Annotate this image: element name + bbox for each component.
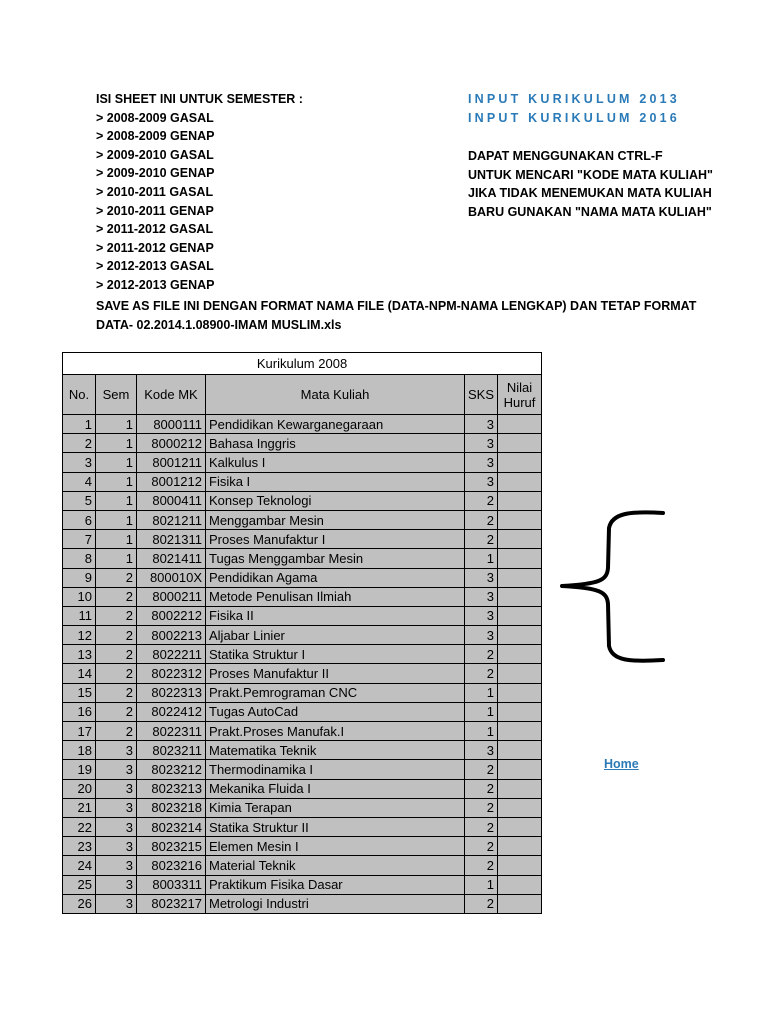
- cell-no: 24: [63, 856, 96, 875]
- table-row: [63, 702, 542, 721]
- cell-sem: 1: [96, 549, 137, 568]
- cell-sks: 2: [465, 837, 498, 856]
- cell-kode-mk: 8022312: [137, 664, 206, 683]
- table-row: [63, 664, 542, 683]
- cell-mata-kuliah: Metode Penulisan Ilmiah: [206, 587, 465, 606]
- cell-mata-kuliah: Elemen Mesin I: [206, 837, 465, 856]
- cell-sks: 2: [465, 510, 498, 529]
- semester-item: > 2012-2013 GENAP: [96, 277, 215, 292]
- table-row: [63, 760, 542, 779]
- cell-kode-mk: 8000212: [137, 434, 206, 453]
- cell-no: 15: [63, 683, 96, 702]
- cell-sks: 1: [465, 702, 498, 721]
- cell-no: 5: [63, 491, 96, 510]
- note-line: UNTUK MENCARI "KODE MATA KULIAH": [468, 167, 713, 182]
- cell-sem: 2: [96, 683, 137, 702]
- table-row: [63, 779, 542, 798]
- cell-mata-kuliah: Prakt.Pemrograman CNC: [206, 683, 465, 702]
- cell-no: 18: [63, 741, 96, 760]
- cell-kode-mk: 8021211: [137, 510, 206, 529]
- cell-sks: 3: [465, 415, 498, 434]
- table-row: [63, 798, 542, 817]
- cell-mata-kuliah: Tugas Menggambar Mesin: [206, 549, 465, 568]
- cell-sem: 1: [96, 415, 137, 434]
- input-links: [468, 90, 680, 127]
- semester-item: > 2009-2010 GASAL: [96, 147, 214, 162]
- cell-sem: 3: [96, 837, 137, 856]
- cell-sks: 2: [465, 760, 498, 779]
- cell-sks: 3: [465, 606, 498, 625]
- cell-sks: 2: [465, 664, 498, 683]
- cell-mata-kuliah: Thermodinamika I: [206, 760, 465, 779]
- cell-sks: 3: [465, 741, 498, 760]
- cell-sks: 1: [465, 875, 498, 894]
- semester-item: > 2010-2011 GENAP: [96, 203, 214, 218]
- cell-kode-mk: 8022313: [137, 683, 206, 702]
- cell-sem: 2: [96, 587, 137, 606]
- cell-sks: 1: [465, 549, 498, 568]
- cell-kode-mk: 8000211: [137, 587, 206, 606]
- cell-mata-kuliah: Pendidikan Kewarganegaraan: [206, 415, 465, 434]
- cell-mata-kuliah: Praktikum Fisika Dasar: [206, 875, 465, 894]
- table-row: [63, 587, 542, 606]
- cell-nilai-huruf-input[interactable]: [498, 510, 542, 529]
- table-row: [63, 568, 542, 587]
- cell-sem: 3: [96, 741, 137, 760]
- cell-kode-mk: 8001211: [137, 453, 206, 472]
- cell-no: 7: [63, 530, 96, 549]
- cell-nilai-huruf-input[interactable]: [498, 664, 542, 683]
- cell-sks: 2: [465, 798, 498, 817]
- cell-nilai-huruf-input[interactable]: [498, 645, 542, 664]
- cell-no: 22: [63, 817, 96, 836]
- table-row: [63, 894, 542, 913]
- cell-kode-mk: 8000111: [137, 415, 206, 434]
- cell-mata-kuliah: Tugas AutoCad: [206, 702, 465, 721]
- semester-item: > 2011-2012 GENAP: [96, 240, 214, 255]
- cell-sem: 1: [96, 472, 137, 491]
- cell-nilai-huruf-input[interactable]: [498, 798, 542, 817]
- semester-item: > 2008-2009 GASAL: [96, 110, 214, 125]
- cell-sem: 1: [96, 530, 137, 549]
- cell-no: 20: [63, 779, 96, 798]
- cell-nilai-huruf-input[interactable]: [498, 415, 542, 434]
- cell-mata-kuliah: Fisika I: [206, 472, 465, 491]
- cell-no: 23: [63, 837, 96, 856]
- cell-mata-kuliah: Statika Struktur II: [206, 817, 465, 836]
- cell-no: 13: [63, 645, 96, 664]
- cell-sks: 3: [465, 568, 498, 587]
- cell-sem: 2: [96, 664, 137, 683]
- cell-sem: 3: [96, 798, 137, 817]
- table-body: [63, 415, 542, 914]
- cell-mata-kuliah: Material Teknik: [206, 856, 465, 875]
- table-row: [63, 415, 542, 434]
- cell-nilai-huruf-input[interactable]: [498, 453, 542, 472]
- cell-mata-kuliah: Proses Manufaktur I: [206, 530, 465, 549]
- note-line: DAPAT MENGGUNAKAN CTRL-F: [468, 149, 663, 163]
- cell-sem: 3: [96, 875, 137, 894]
- header-nilai: Nilai: [506, 379, 533, 395]
- cell-sem: 1: [96, 453, 137, 472]
- cell-sem: 3: [96, 760, 137, 779]
- semester-item: > 2010-2011 GASAL: [96, 184, 214, 199]
- cell-kode-mk: 8022211: [137, 645, 206, 664]
- cell-mata-kuliah: Pendidikan Agama: [206, 568, 465, 587]
- cell-sem: 3: [96, 894, 137, 913]
- table-row: [63, 856, 542, 875]
- cell-nilai-huruf-input[interactable]: [498, 702, 542, 721]
- semester-list: [96, 109, 303, 295]
- cell-sks: 2: [465, 817, 498, 836]
- save-line-1: SAVE AS FILE INI DENGAN FORMAT NAMA FILE (DATA-NPM-NAMA LENGKAP) DAN TETAP FORMAT: [96, 299, 697, 313]
- cell-sem: 3: [96, 817, 137, 836]
- cell-sks: 1: [465, 683, 498, 702]
- cell-nilai-huruf-input[interactable]: [498, 722, 542, 741]
- cell-sks: 3: [465, 453, 498, 472]
- cell-sem: 2: [96, 645, 137, 664]
- cell-mata-kuliah: Kimia Terapan: [206, 798, 465, 817]
- cell-kode-mk: 8002213: [137, 626, 206, 645]
- cell-nilai-huruf-input[interactable]: [498, 606, 542, 625]
- cell-nilai-huruf-input[interactable]: [498, 472, 542, 491]
- home-link[interactable]: Home: [604, 757, 639, 771]
- table-row: [63, 549, 542, 568]
- note-line: BARU GUNAKAN "NAMA MATA KULIAH": [468, 204, 712, 219]
- cell-mata-kuliah: Kalkulus I: [206, 453, 465, 472]
- cell-sks: 2: [465, 530, 498, 549]
- cell-nilai-huruf-input[interactable]: [498, 491, 542, 510]
- cell-kode-mk: 8023215: [137, 837, 206, 856]
- table-row: [63, 817, 542, 836]
- cell-no: 11: [63, 606, 96, 625]
- cell-nilai-huruf-input[interactable]: [498, 837, 542, 856]
- cell-nilai-huruf-input[interactable]: [498, 626, 542, 645]
- input-kurikulum-2013-link[interactable]: INPUT KURIKULUM 2013: [468, 92, 680, 106]
- table-row: [63, 645, 542, 664]
- cell-nilai-huruf-input[interactable]: [498, 587, 542, 606]
- instructions-heading: ISI SHEET INI UNTUK SEMESTER :: [96, 92, 303, 106]
- cell-mata-kuliah: Mekanika Fluida I: [206, 779, 465, 798]
- search-notes: [468, 147, 713, 221]
- cell-no: 3: [63, 453, 96, 472]
- cell-kode-mk: 8023214: [137, 817, 206, 836]
- semester-item: > 2008-2009 GENAP: [96, 129, 215, 144]
- cell-kode-mk: 8023212: [137, 760, 206, 779]
- cell-no: 4: [63, 472, 96, 491]
- cell-kode-mk: 8023217: [137, 894, 206, 913]
- table-row: [63, 683, 542, 702]
- cell-nilai-huruf-input[interactable]: [498, 894, 542, 913]
- save-instructions: [96, 297, 696, 334]
- cell-sem: 2: [96, 568, 137, 587]
- cell-kode-mk: 8023213: [137, 779, 206, 798]
- table-row: [63, 530, 542, 549]
- cell-mata-kuliah: Bahasa Inggris: [206, 434, 465, 453]
- cell-kode-mk: 8022311: [137, 722, 206, 741]
- cell-kode-mk: 8023211: [137, 741, 206, 760]
- cell-sem: 3: [96, 779, 137, 798]
- cell-nilai-huruf-input[interactable]: [498, 817, 542, 836]
- table-row: [63, 510, 542, 529]
- cell-no: 16: [63, 702, 96, 721]
- cell-no: 14: [63, 664, 96, 683]
- cell-mata-kuliah: Menggambar Mesin: [206, 510, 465, 529]
- cell-no: 6: [63, 510, 96, 529]
- cell-no: 17: [63, 722, 96, 741]
- cell-nilai-huruf-input[interactable]: [498, 568, 542, 587]
- table-row: [63, 491, 542, 510]
- cell-no: 26: [63, 894, 96, 913]
- semester-item: > 2009-2010 GENAP: [96, 166, 215, 181]
- cell-kode-mk: 8021311: [137, 530, 206, 549]
- cell-no: 2: [63, 434, 96, 453]
- table-row: [63, 875, 542, 894]
- table-row: [63, 453, 542, 472]
- cell-nilai-huruf-input[interactable]: [498, 549, 542, 568]
- cell-nilai-huruf-input[interactable]: [498, 779, 542, 798]
- cell-nilai-huruf-input[interactable]: [498, 856, 542, 875]
- header-kode-mk: Kode MK: [137, 375, 206, 415]
- cell-no: 9: [63, 568, 96, 587]
- curly-brace-icon: [560, 510, 665, 664]
- cell-mata-kuliah: Metrologi Industri: [206, 894, 465, 913]
- table-row: [63, 741, 542, 760]
- cell-sem: 2: [96, 722, 137, 741]
- cell-nilai-huruf-input[interactable]: [498, 760, 542, 779]
- table-row: [63, 837, 542, 856]
- instructions-block: [96, 90, 303, 295]
- cell-sem: 1: [96, 510, 137, 529]
- cell-sks: 2: [465, 894, 498, 913]
- table-row: [63, 722, 542, 741]
- cell-no: 19: [63, 760, 96, 779]
- cell-nilai-huruf-input[interactable]: [498, 875, 542, 894]
- header-no: No.: [63, 375, 96, 415]
- cell-nilai-huruf-input[interactable]: [498, 683, 542, 702]
- cell-kode-mk: 8022412: [137, 702, 206, 721]
- cell-sks: 2: [465, 856, 498, 875]
- cell-kode-mk: 8002212: [137, 606, 206, 625]
- cell-no: 21: [63, 798, 96, 817]
- semester-item: > 2012-2013 GASAL: [96, 259, 214, 274]
- cell-kode-mk: 8003311: [137, 875, 206, 894]
- table-row: [63, 606, 542, 625]
- header-sem: Sem: [96, 375, 137, 415]
- cell-sks: 3: [465, 626, 498, 645]
- curriculum-table: [62, 352, 542, 914]
- cell-no: 10: [63, 587, 96, 606]
- cell-sem: 2: [96, 606, 137, 625]
- cell-kode-mk: 8023218: [137, 798, 206, 817]
- cell-sem: 3: [96, 856, 137, 875]
- cell-sks: 1: [465, 722, 498, 741]
- cell-mata-kuliah: Proses Manufaktur II: [206, 664, 465, 683]
- cell-sem: 1: [96, 491, 137, 510]
- cell-sks: 3: [465, 434, 498, 453]
- cell-mata-kuliah: Prakt.Proses Manufak.I: [206, 722, 465, 741]
- cell-mata-kuliah: Konsep Teknologi: [206, 491, 465, 510]
- cell-mata-kuliah: Matematika Teknik: [206, 741, 465, 760]
- cell-kode-mk: 8021411: [137, 549, 206, 568]
- cell-kode-mk: 800010X: [137, 568, 206, 587]
- save-line-2: DATA- 02.2014.1.08900-IMAM MUSLIM.xls: [96, 317, 342, 332]
- cell-nilai-huruf-input[interactable]: [498, 434, 542, 453]
- cell-sks: 2: [465, 491, 498, 510]
- cell-nilai-huruf-input[interactable]: [498, 530, 542, 549]
- header-huruf: Huruf: [503, 394, 536, 410]
- cell-no: 8: [63, 549, 96, 568]
- header-mata-kuliah: Mata Kuliah: [206, 375, 465, 415]
- cell-mata-kuliah: Fisika II: [206, 606, 465, 625]
- cell-nilai-huruf-input[interactable]: [498, 741, 542, 760]
- cell-sks: 2: [465, 645, 498, 664]
- cell-sks: 3: [465, 472, 498, 491]
- cell-mata-kuliah: Statika Struktur I: [206, 645, 465, 664]
- cell-kode-mk: 8001212: [137, 472, 206, 491]
- cell-no: 1: [63, 415, 96, 434]
- table-row: [63, 626, 542, 645]
- header-sks: SKS: [465, 375, 498, 415]
- cell-sks: 3: [465, 587, 498, 606]
- cell-kode-mk: 8000411: [137, 491, 206, 510]
- cell-sem: 2: [96, 626, 137, 645]
- header-nilai-huruf: [498, 375, 542, 415]
- cell-no: 12: [63, 626, 96, 645]
- table-row: [63, 472, 542, 491]
- cell-sem: 1: [96, 434, 137, 453]
- semester-item: > 2011-2012 GASAL: [96, 222, 214, 237]
- cell-sks: 2: [465, 779, 498, 798]
- table-header-row: [63, 375, 542, 415]
- cell-kode-mk: 8023216: [137, 856, 206, 875]
- cell-no: 25: [63, 875, 96, 894]
- input-kurikulum-2016-link[interactable]: INPUT KURIKULUM 2016: [468, 110, 680, 125]
- cell-mata-kuliah: Aljabar Linier: [206, 626, 465, 645]
- note-line: JIKA TIDAK MENEMUKAN MATA KULIAH: [468, 186, 712, 201]
- table-title: Kurikulum 2008: [63, 353, 542, 375]
- cell-sem: 2: [96, 702, 137, 721]
- table-row: [63, 434, 542, 453]
